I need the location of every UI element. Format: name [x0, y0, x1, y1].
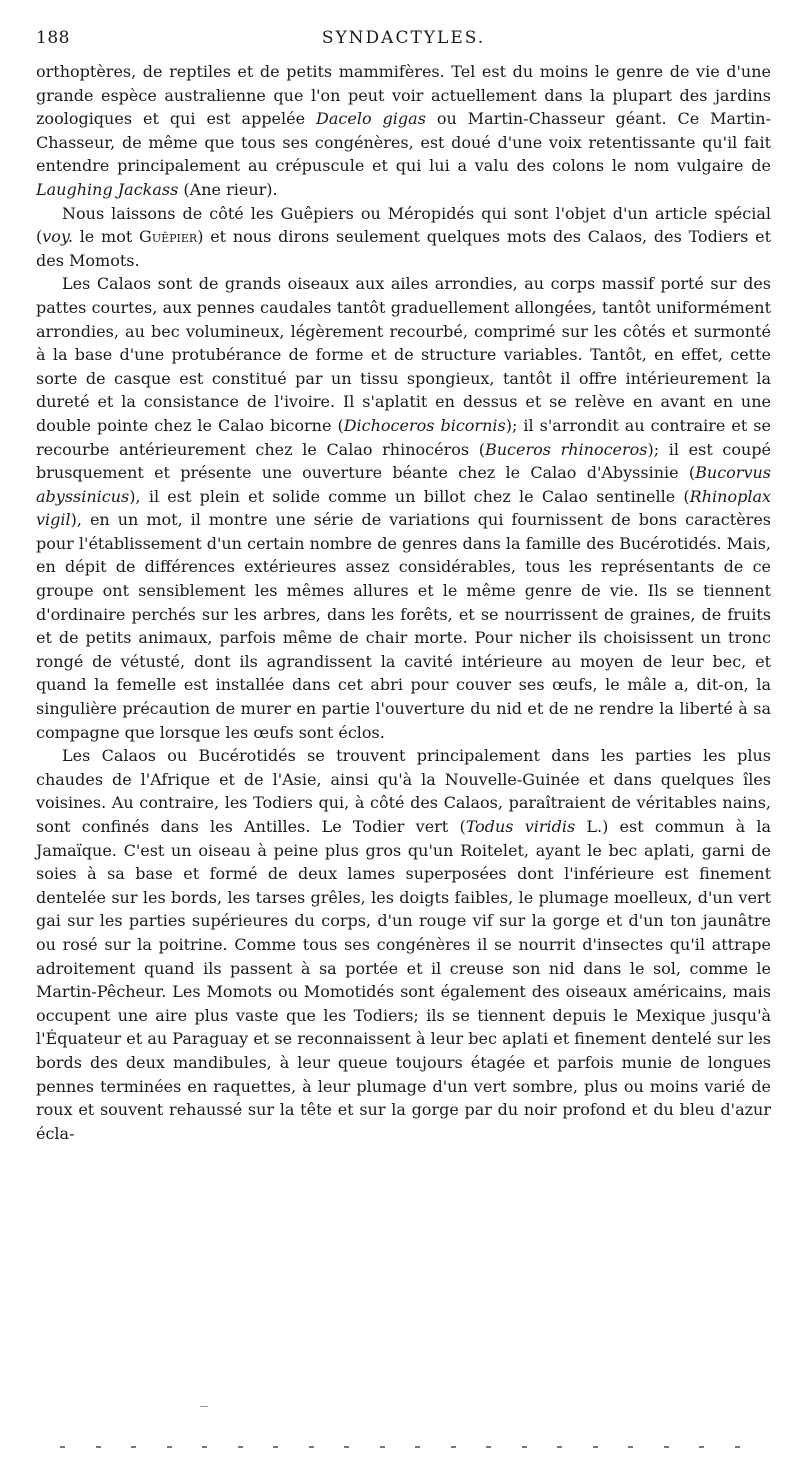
- italic-term: Buceros rhinoceros: [484, 439, 648, 459]
- text-run: Les Calaos ou Bucérotidés se trouvent principalement dans les parties les plus chaudes de l'Afrique et de l'Asie, ainsi qu'à la Nouvelle-Guinée et dans quelques îles voisines. Au contraire, les Todiers qui, à côté des Calaos, paraîtraient de véritables nains, sont confinés dans les Antilles. Le Todier vert (: [36, 746, 771, 836]
- text-run: ou Martin-Chasseur géant. Ce Martin-Chasseur, de même que tous ses congénères, est doué d'une voix retentissante qu'il fait entendre principalement au crépuscule et qui lui a valu des colons le nom vulgaire de: [36, 109, 772, 176]
- text-run: ); il est coupé brusquement et présente une ouverture béante chez le Calao d'Abyssinie (: [36, 439, 772, 483]
- italic-term: Todus viridis: [465, 817, 576, 836]
- book-page: [36, 28, 771, 1145]
- paragraph: [36, 744, 771, 1145]
- text-run: ), il est plein et solide comme un billot chez le Calao sentinelle (: [129, 486, 690, 506]
- text-run: Nous laissons de côté les Guêpiers ou Méropidés qui sont l'objet d'un article spécial (: [36, 203, 771, 247]
- paragraph: [36, 202, 771, 273]
- paragraph: [36, 272, 771, 744]
- italic-term: Rhinoplax vigil: [36, 486, 771, 530]
- page-number: 188: [36, 28, 70, 48]
- small-caps-term: Guêpier: [139, 227, 198, 247]
- bottom-scan-marks: [60, 1444, 740, 1450]
- text-run: ) et nous dirons seulement quelques mots des Calaos, des Todiers et des Momots.: [36, 227, 771, 270]
- body-text: [36, 60, 771, 1145]
- text-run: le mot: [72, 227, 140, 247]
- text-run: Les Calaos sont de grands oiseaux aux ailes arrondies, au corps massif porté sur des pattes courtes, aux pennes caudales tantôt graduellement allongées, tantôt uniformément arrondies, au bec volumineux, légèrement recourbé, comprimé sur les côtés et surmonté à la base d'une protubérance de forme et de structure variables. Tantôt, en effet, cette sorte de casque est constitué par un tissu spongieux, tantôt il offre intérieurement la dureté et la consistance de l'ivoire. Il s'aplatit en dessus et se relève en avant en une double pointe chez le Calao bicorne (: [36, 274, 771, 435]
- stray-mark: [200, 1406, 208, 1407]
- text-run: ), en un mot, il montre une série de variations qui fournissent de bons caractères pour l'établissement d'un certain nombre de genres dans la famille des Bucérotidés. Mais, en dépit de différences extérieures assez considérables, tous les représentants de ce groupe ont sensiblement les mêmes allures et le même genre de vie. Ils se tiennent d'ordinaire perchés sur les arbres, dans les forêts, et se nourrissent de graines, de fruits et de petits animaux, parfois même de chair morte. Pour nicher ils choisissent un tronc rongé de vétusté, dont ils agrandissent la cavité intérieure au moyen de leur bec, et quand la femelle est installée dans cet abri pour couver ses œufs, le mâle a, dit-on, la singulière précaution de murer en partie l'ouverture du nid et de ne rendre la liberté à sa compagne que lorsque les œufs sont éclos.: [36, 510, 771, 742]
- text-run: orthoptères, de reptiles et de petits mammifères. Tel est du moins le genre de vie d'une grande espèce australienne que l'on peut voir actuellement dans la plupart des jardins zoologiques et qui est appelée: [36, 62, 771, 129]
- italic-term: Laughing Jackass: [36, 179, 179, 199]
- text-run: L.) est commun à la Jamaïque. C'est un oiseau à peine plus gros qu'un Roitelet, ayant le bec aplati, garni de soies à sa base et formé de deux lames superposées dont l'inférieure est finement dentelée sur les bords, les tarses grêles, les doigts faibles, le plumage moelleux, d'un vert gai sur les parties supérieures du corps, d'un rouge vif sur la gorge et d'un ton jaunâtre ou rosé sur la poitrine. Comme tous ses congénères il se nourrit d'insectes qu'il attrape adroitement quand ils passent à sa portée et il creuse son nid dans le sol, comme le Martin-Pêcheur. Les Momots ou Momotidés sont également des oiseaux américains, mais occupent une aire plus vaste que les Todiers; ils se tiennent depuis le Mexique jusqu'à l'Équateur et au Paraguay et se reconnaissent à leur bec aplati et finement dentelé sur les bords des deux mandibules, à leur queue toujours étagée et parfois munie de longues pennes terminées en raquettes, à leur plumage d'un vert sombre, plus ou moins varié de roux et souvent rehaussé sur la tête et sur la gorge par du noir profond et du bleu d'azur écla-: [36, 817, 772, 1143]
- text-run: (Ane rieur).: [178, 179, 278, 199]
- italic-term: voy.: [42, 227, 73, 247]
- italic-term: Bucorvus abyssinicus: [36, 463, 771, 506]
- italic-term: Dacelo gigas: [316, 109, 426, 129]
- running-head: SYNDACTYLES.: [321, 28, 486, 48]
- paragraph: [36, 60, 771, 202]
- page-header: [36, 28, 771, 54]
- italic-term: Dichoceros bicornis: [343, 415, 506, 435]
- text-run: ); il s'arrondit au contraire et se recourbe antérieurement chez le Calao rhinocéros (: [36, 415, 771, 459]
